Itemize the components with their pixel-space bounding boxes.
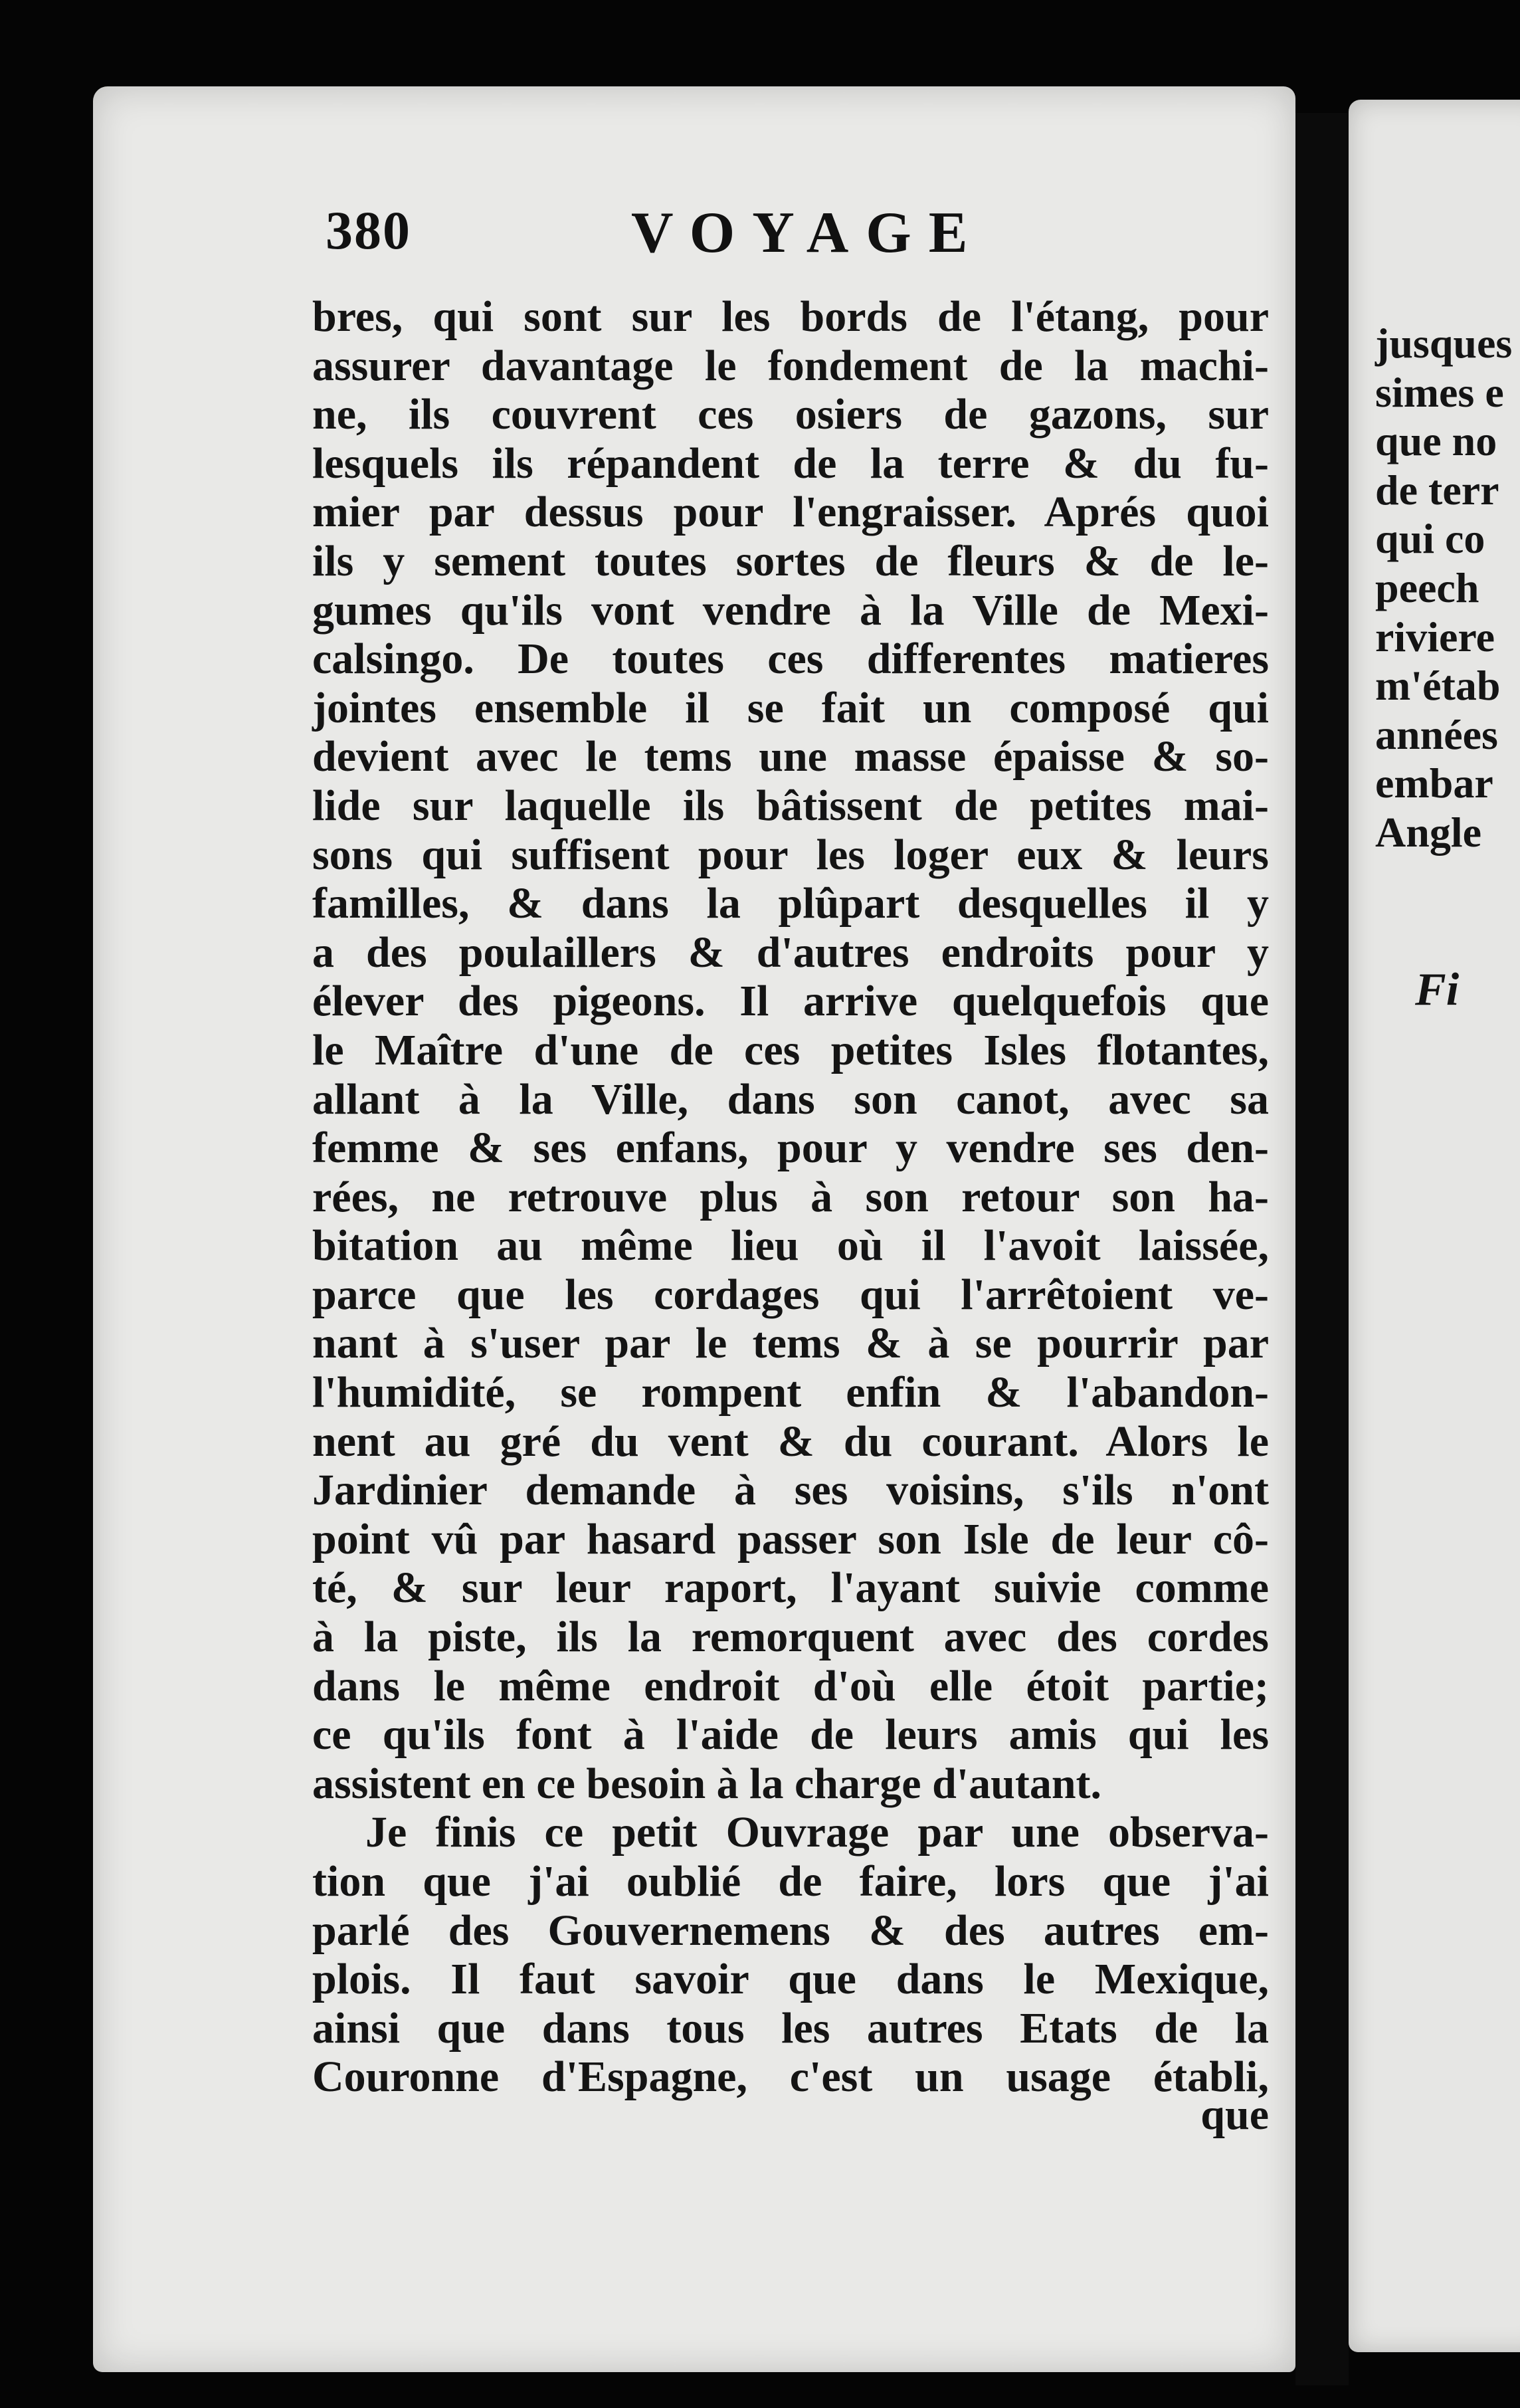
text-line: dans le même endroit d'où elle étoit partie;	[312, 1661, 1269, 1710]
text-line: assurer davantage le fondement de la machi-	[312, 341, 1269, 390]
text-line: calsingo. De toutes ces differentes matieres	[312, 635, 1269, 684]
text-line: sons qui suffisent pour les loger eux & leurs	[312, 830, 1269, 879]
text-line: lesquels ils répandent de la terre & du fu-	[312, 439, 1269, 488]
text-line: le Maître d'une de ces petites Isles flotantes,	[312, 1025, 1269, 1074]
facing-line: années	[1375, 710, 1498, 758]
facing-line: riviere	[1375, 613, 1495, 660]
text-line: ne, ils couvrent ces osiers de gazons, sur	[312, 390, 1269, 439]
text-line: assistent en ce besoin à la charge d'autant.	[312, 1759, 1101, 1808]
text-line: familles, & dans la plûpart desquelles il y	[312, 879, 1269, 928]
text-line: élever des pigeons. Il arrive quelquefois que	[312, 977, 1269, 1026]
text-line: ils y sement toutes sortes de fleurs & de le-	[312, 536, 1269, 585]
text-line: lide sur laquelle ils bâtissent de petites mai-	[312, 781, 1269, 830]
text-line: rées, ne retrouve plus à son retour son ha-	[312, 1172, 1269, 1221]
text-line: point vû par hasard passer son Isle de leur cô-	[312, 1514, 1269, 1563]
text-line: gumes qu'ils vont vendre à la Ville de Mexi-	[312, 585, 1269, 635]
text-line: allant à la Ville, dans son canot, avec sa	[312, 1074, 1269, 1124]
facing-page-heading: Fi	[1415, 964, 1460, 1015]
facing-line: de terr	[1375, 466, 1499, 514]
text-line: a des poulaillers & d'autres endroits pour y	[312, 928, 1269, 977]
text-line: Couronne d'Espagne, c'est un usage établi,	[312, 2053, 1269, 2102]
facing-line: qui co	[1375, 515, 1485, 563]
facing-line: embar	[1375, 759, 1493, 807]
page-body	[312, 292, 1269, 2102]
facing-line: que no	[1375, 417, 1497, 465]
text-line: ce qu'ils font à l'aide de leurs amis qui les	[312, 1710, 1269, 1759]
text-line: l'humidité, se rompent enfin & l'abandon-	[312, 1368, 1269, 1417]
text-line: femme & ses enfans, pour y vendre ses den-	[312, 1124, 1269, 1173]
catchword: que	[1200, 2090, 1269, 2139]
text-line: bitation au même lieu où il l'avoit laissée,	[312, 1221, 1269, 1270]
text-line: bres, qui sont sur les bords de l'étang, pour	[312, 292, 1269, 341]
book-gutter	[1295, 113, 1349, 2385]
text-line: parlé des Gouvernemens & des autres em-	[312, 1906, 1269, 1955]
facing-line: Angle	[1375, 808, 1481, 856]
running-head: VOYAGE	[631, 201, 985, 265]
facing-line: peech	[1375, 563, 1479, 611]
text-line: Je finis ce petit Ouvrage par une observa-	[365, 1808, 1269, 1857]
text-line: ainsi que dans tous les autres Etats de la	[312, 2003, 1269, 2053]
text-line: tion que j'ai oublié de faire, lors que j'ai	[312, 1857, 1269, 1906]
text-line: nent au gré du vent & du courant. Alors le	[312, 1417, 1269, 1466]
text-line: parce que les cordages qui l'arrêtoient ve-	[312, 1270, 1269, 1319]
text-line: mier par dessus pour l'engraisser. Aprés quoi	[312, 488, 1269, 537]
text-line: devient avec le tems une masse épaisse & so-	[312, 732, 1269, 781]
facing-line: m'étab	[1375, 662, 1501, 710]
text-line: plois. Il faut savoir que dans le Mexique,	[312, 1955, 1269, 2004]
text-line: jointes ensemble il se fait un composé qui	[312, 683, 1269, 732]
right-page	[1349, 100, 1520, 2352]
text-line: té, & sur leur raport, l'ayant suivie comme	[312, 1563, 1269, 1613]
text-line: nant à s'user par le tems & à se pourrir par	[312, 1319, 1269, 1368]
facing-page-text	[1375, 319, 1520, 857]
page-header	[326, 199, 1262, 292]
text-line: à la piste, ils la remorquent avec des cordes	[312, 1613, 1269, 1662]
facing-line: jusques	[1375, 320, 1513, 367]
page-number: 380	[326, 200, 411, 260]
catchword-area	[312, 2090, 1269, 2143]
facing-line: simes e	[1375, 368, 1504, 416]
text-line: Jardinier demande à ses voisins, s'ils n'ont	[312, 1466, 1269, 1515]
